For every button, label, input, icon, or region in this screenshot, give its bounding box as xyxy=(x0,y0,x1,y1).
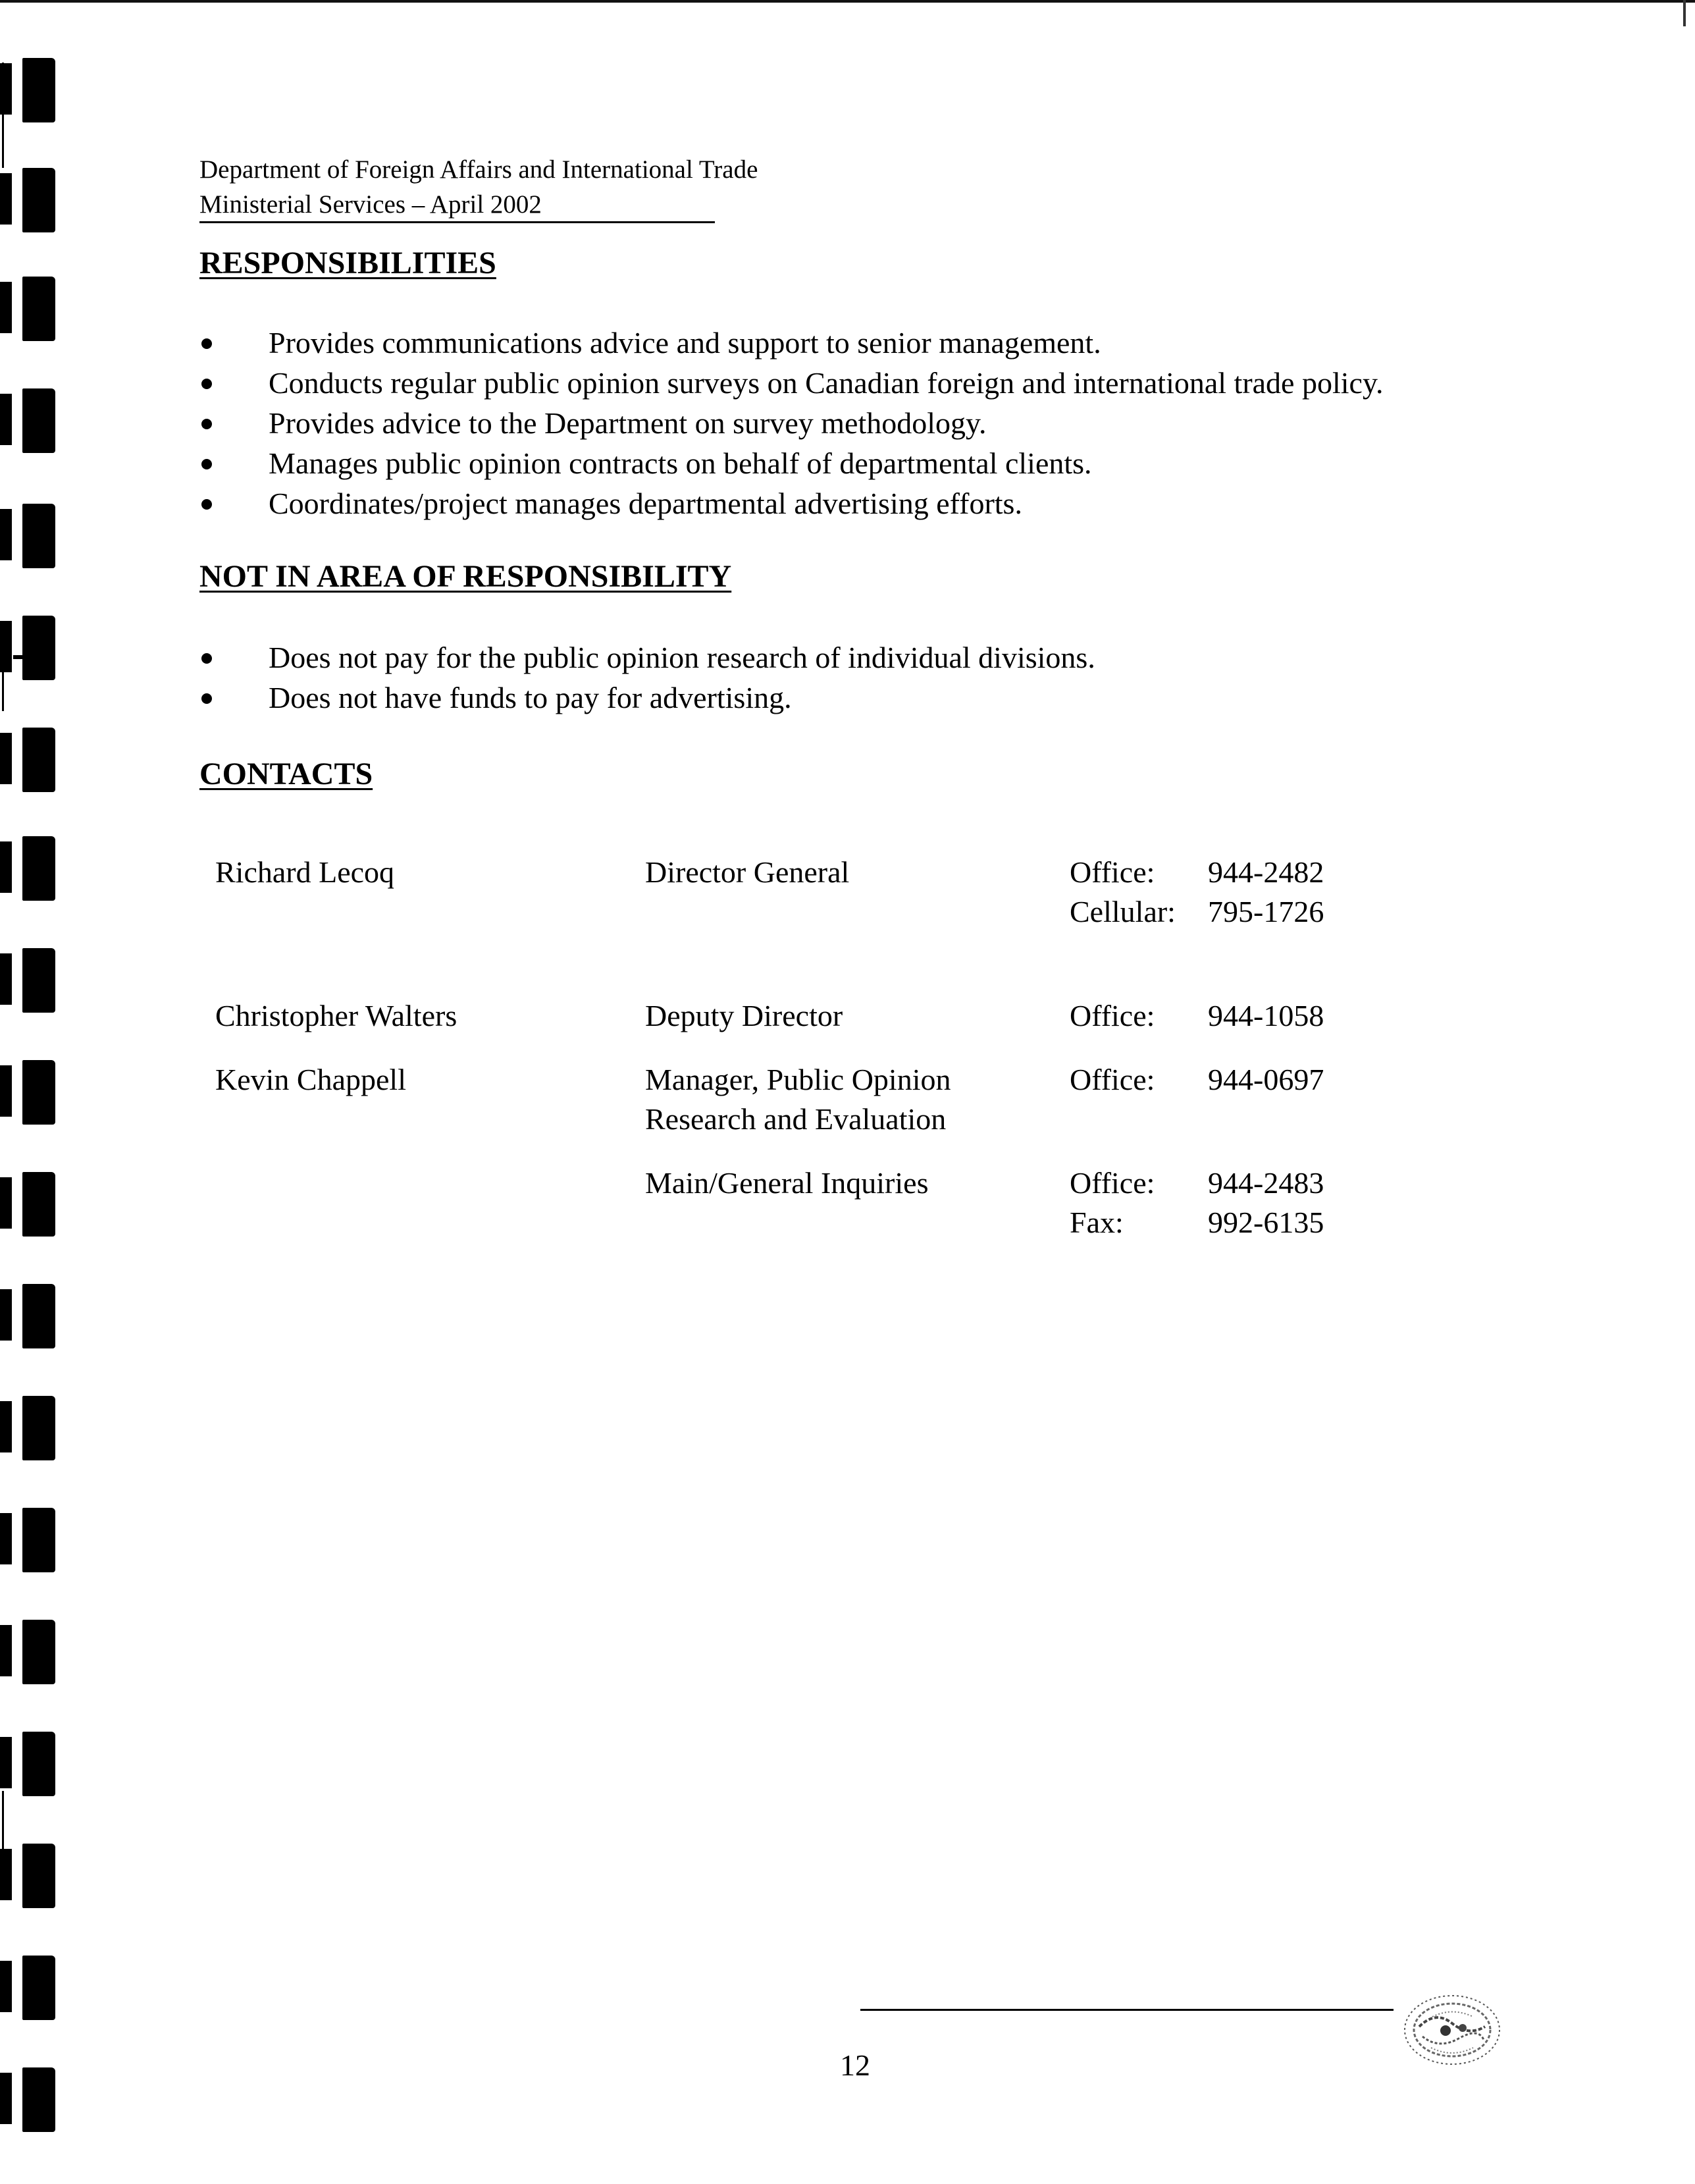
contact-title: Deputy Director xyxy=(645,999,843,1032)
contact-name: Christopher Walters xyxy=(215,999,457,1032)
list-item: Provides communications advice and support to senior management. xyxy=(199,323,1383,363)
phone-label: Fax: xyxy=(1070,1206,1124,1239)
contacts-heading: CONTACTS xyxy=(199,757,373,791)
list-item: Coordinates/project manages departmental advertising efforts. xyxy=(199,483,1383,523)
list-item: Provides advice to the Department on survey methodology. xyxy=(199,403,1383,443)
phone-number: 944-2483 xyxy=(1208,1166,1324,1200)
not-responsible-heading: NOT IN AREA OF RESPONSIBILITY xyxy=(199,559,732,594)
phone-label: Office: xyxy=(1070,1166,1155,1200)
contact-title: Director General xyxy=(645,855,850,889)
page-number: 12 xyxy=(840,2048,870,2082)
list-item: Does not pay for the public opinion research of individual divisions. xyxy=(199,637,1095,678)
phone-number: 944-0697 xyxy=(1208,1063,1324,1096)
not-responsible-list xyxy=(199,637,1095,718)
contact-name: Kevin Chappell xyxy=(215,1063,406,1096)
phone-number: 795-1726 xyxy=(1208,895,1324,928)
header-department: Department of Foreign Affairs and International Trade xyxy=(199,155,758,184)
footer-rule xyxy=(860,2009,1394,2011)
list-item: Conducts regular public opinion surveys on Canadian foreign and international trade policy. xyxy=(199,363,1383,403)
list-item: Manages public opinion contracts on behalf of departmental clients. xyxy=(199,443,1383,483)
phone-number: 944-1058 xyxy=(1208,999,1324,1032)
responsibilities-heading: RESPONSIBILITIES xyxy=(199,246,496,280)
phone-label: Cellular: xyxy=(1070,895,1176,928)
page-right-edge-mark xyxy=(1683,0,1686,26)
header-subtitle: Ministerial Services – April 2002 xyxy=(199,188,715,223)
contact-title: Manager, Public Opinion xyxy=(645,1063,951,1096)
spiral-binding xyxy=(0,0,72,2184)
phone-number: 944-2482 xyxy=(1208,855,1324,889)
phone-label: Office: xyxy=(1070,855,1155,889)
phone-label: Office: xyxy=(1070,999,1155,1032)
contact-title-line-2: Research and Evaluation xyxy=(645,1102,947,1136)
phone-number: 992-6135 xyxy=(1208,1206,1324,1239)
globe-emblem-icon xyxy=(1399,1987,1505,2073)
list-item: Does not have funds to pay for advertising. xyxy=(199,678,1095,718)
phone-label: Office: xyxy=(1070,1063,1155,1096)
contact-name: Richard Lecoq xyxy=(215,855,395,889)
page-top-edge xyxy=(0,0,1695,3)
document-header xyxy=(199,151,758,223)
responsibilities-list xyxy=(199,323,1383,523)
contact-title: Main/General Inquiries xyxy=(645,1166,929,1200)
